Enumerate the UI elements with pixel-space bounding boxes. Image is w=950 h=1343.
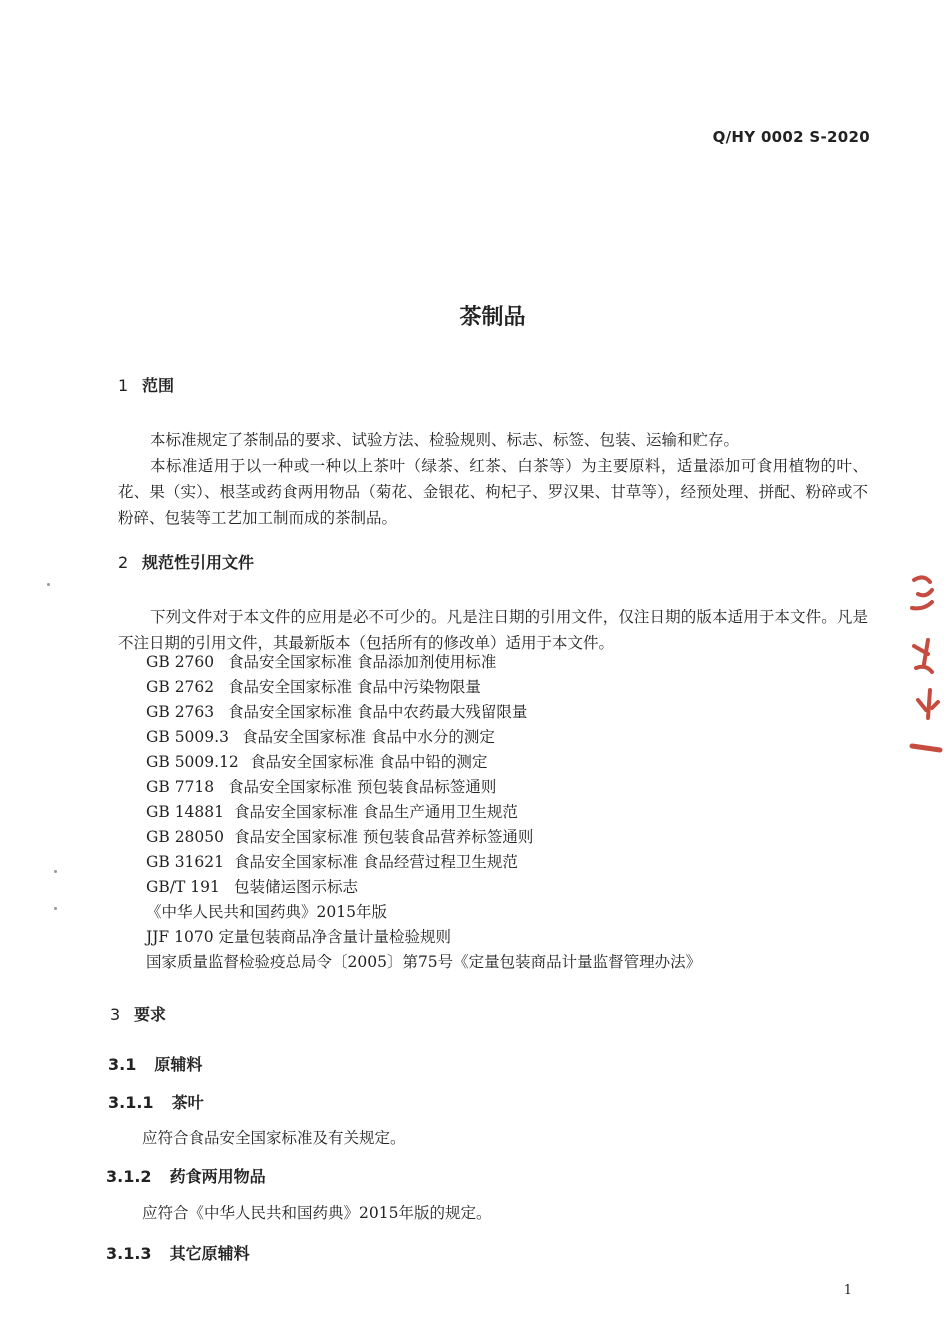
reference-list xyxy=(146,650,701,975)
section-number: 1 xyxy=(118,376,129,395)
section-number: 2 xyxy=(118,553,129,572)
reference-item: GB 2762 食品安全国家标准 食品中污染物限量 xyxy=(146,678,481,696)
seal-stamp-icon xyxy=(908,560,944,760)
section-2-paragraph: 下列文件对于本文件的应用是必不可少的。凡是注日期的引用文件，仅注日期的版本适用于本文件。凡是不注日期的引用文件，其最新版本（包括所有的修改单）适用于本文件。 xyxy=(118,608,868,652)
document-title: 茶制品 xyxy=(459,305,526,330)
scan-speck xyxy=(47,583,50,586)
subsection-3-1-heading: 3.1 原辅料 xyxy=(108,1055,203,1074)
subsection-3-1-2-heading: 3.1.2 药食两用物品 xyxy=(106,1167,266,1186)
subsection-3-1-2-text: 应符合《中华人民共和国药典》2015年版的规定。 xyxy=(142,1204,492,1222)
section-1-paragraph-2: 本标准适用于以一种或一种以上茶叶（绿茶、红茶、白茶等）为主要原料，适量添加可食用植物的叶、花、果（实）、根茎或药食两用物品（菊花、金银花、枸杞子、罗汉果、甘草等），经预处理、拼配、粉碎或不粉碎、包装等工艺加工制而成的茶制品。 xyxy=(118,457,868,527)
reference-item: GB/T 191 包装储运图示标志 xyxy=(146,878,359,896)
reference-item: GB 7718 食品安全国家标准 预包装食品标签通则 xyxy=(146,778,497,796)
reference-item: 《中华人民共和国药典》2015年版 xyxy=(146,903,387,921)
subsection-3-1-3-heading: 3.1.3 其它原辅料 xyxy=(106,1244,250,1263)
reference-item: GB 14881 食品安全国家标准 食品生产通用卫生规范 xyxy=(146,803,518,821)
subsection-3-1-1-heading: 3.1.1 茶叶 xyxy=(108,1093,204,1112)
section-2-heading xyxy=(118,550,254,573)
section-title: 范围 xyxy=(142,376,175,395)
reference-item: 国家质量监督检验疫总局令〔2005〕第75号《定量包装商品计量监督管理办法》 xyxy=(146,953,702,971)
section-number: 3 xyxy=(110,1005,121,1024)
reference-item: GB 5009.12 食品安全国家标准 食品中铅的测定 xyxy=(146,753,488,771)
reference-item: GB 5009.3 食品安全国家标准 食品中水分的测定 xyxy=(146,728,495,746)
section-1-heading xyxy=(118,373,174,396)
scan-speck xyxy=(54,907,57,910)
reference-item: GB 31621 食品安全国家标准 食品经营过程卫生规范 xyxy=(146,853,518,871)
reference-item: GB 2760 食品安全国家标准 食品添加剂使用标准 xyxy=(146,653,497,671)
subsection-3-1-1-text: 应符合食品安全国家标准及有关规定。 xyxy=(142,1129,406,1147)
section-3-heading xyxy=(110,1002,166,1025)
reference-item: GB 28050 食品安全国家标准 预包装食品营养标签通则 xyxy=(146,828,534,846)
reference-item: GB 2763 食品安全国家标准 食品中农药最大残留限量 xyxy=(146,703,528,721)
page-number: 1 xyxy=(843,1283,852,1298)
standard-number: Q/HY 0002 S-2020 xyxy=(712,128,870,146)
section-1-paragraph-1: 本标准规定了茶制品的要求、试验方法、检验规则、标志、标签、包装、运输和贮存。 xyxy=(150,431,740,449)
section-title: 规范性引用文件 xyxy=(142,553,255,572)
reference-item: JJF 1070 定量包装商品净含量计量检验规则 xyxy=(146,928,451,946)
scan-speck xyxy=(54,870,57,873)
section-title: 要求 xyxy=(134,1005,167,1024)
